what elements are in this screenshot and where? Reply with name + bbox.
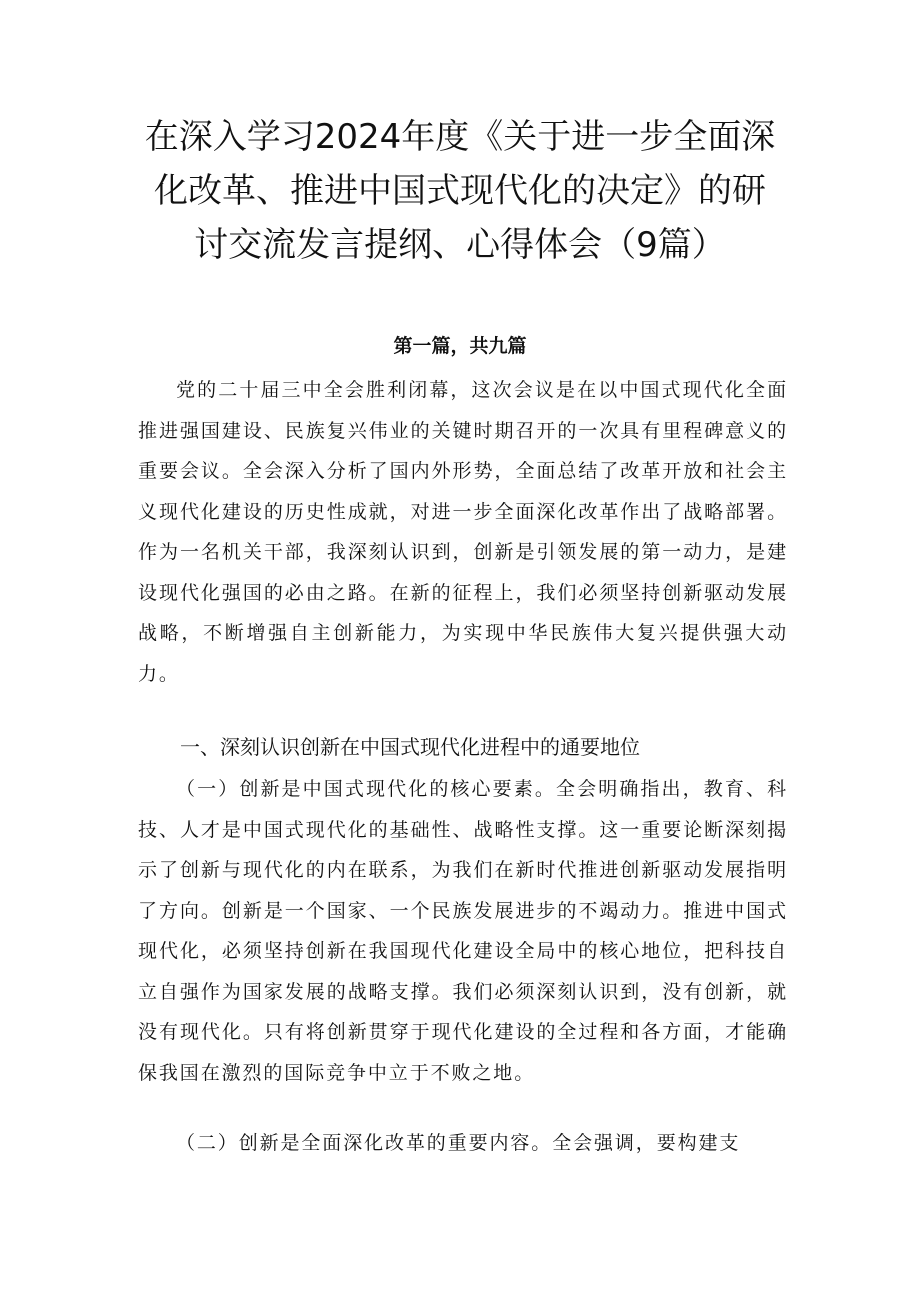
title-line-3: 讨交流发言提纲、心得体会（9篇）	[194, 225, 726, 265]
title-line-1: 在深入学习2024年度《关于进一步全面深	[144, 117, 776, 157]
subsection-paragraph-2: （二）创新是全面深化改革的重要内容。全会强调，要构建支	[176, 1132, 741, 1154]
section-heading-1: 一、深刻认识创新在中国式现代化进程中的通要地位	[180, 735, 640, 759]
document-title	[110, 110, 810, 272]
intro-paragraph: 党的二十届三中全会胜利闭幕，这次会议是在以中国式现代化全面推进强国建设、民族复兴伟业的关键时期召开的一次具有里程碑意义的重要会议。全会深入分析了国内外形势，全面总结了改革开放和社会主义现代化建设的历史性成就，对进一步全面深化改革作出了战略部署。作为一名机关干部，我深刻认识到，创新是引领发展的第一动力，是建设现代化强国的必由之路。在新的征程上，我们必须坚持创新驱动发展战略，不断增强自主创新能力，为实现中华民族伟大复兴提供强大动力。	[138, 379, 788, 685]
subsection-paragraph-1: （一）创新是中国式现代化的核心要素。全会明确指出，教育、科技、人才是中国式现代化的基础性、战略性支撑。这一重要论断深刻揭示了创新与现代化的内在联系，为我们在新时代推进创新驱动发展指明了方向。创新是一个国家、一个民族发展进步的不竭动力。推进中国式现代化，必须坚持创新在我国现代化建设全局中的核心地位，把科技自立自强作为国家发展的战略支撑。我们必须深刻认识到，没有创新，就没有现代化。只有将创新贯穿于现代化建设的全过程和各方面，才能确保我国在激烈的国际竞争中立于不败之地。	[138, 778, 788, 1084]
title-line-2: 化改革、推进中国式现代化的决定》的研	[154, 171, 766, 211]
part-heading: 第一篇，共九篇	[393, 335, 527, 357]
